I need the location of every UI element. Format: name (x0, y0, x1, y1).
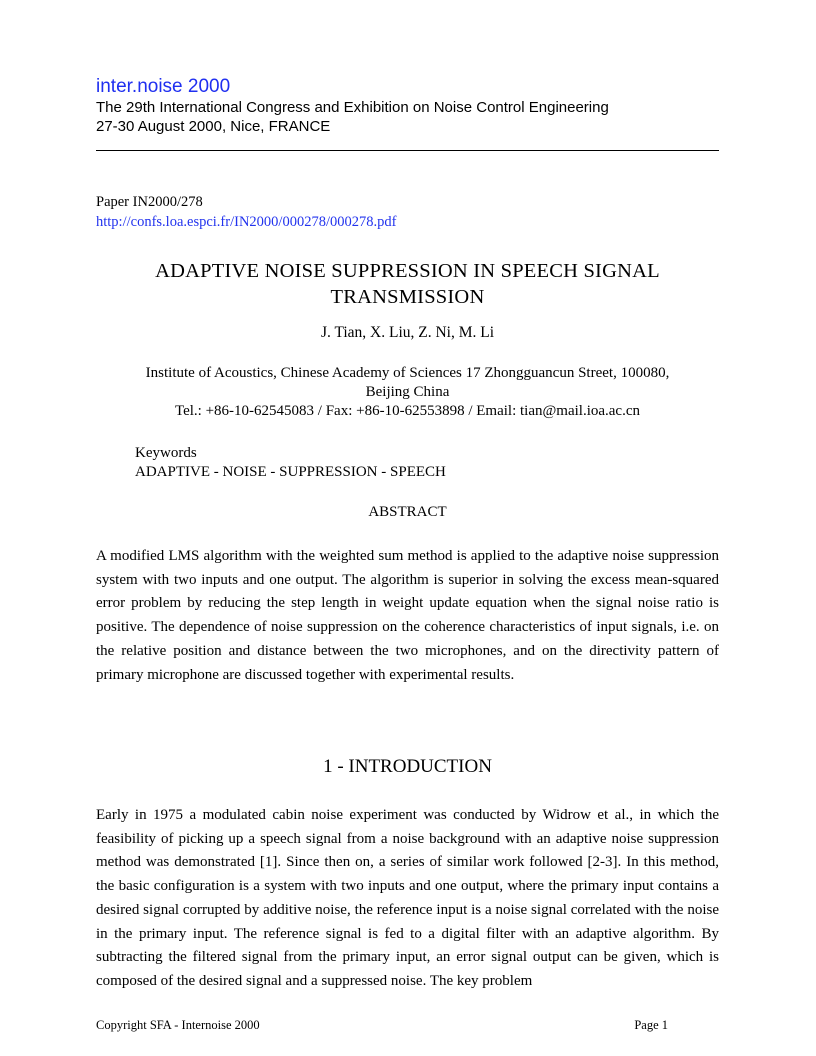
paper-reference (96, 192, 396, 232)
paper-title-line2: TRANSMISSION (330, 286, 485, 308)
conference-name: inter.noise 2000 (96, 76, 231, 97)
paper-id: Paper IN2000/278 (96, 194, 203, 210)
introduction-text: Early in 1975 a modulated cabin noise experiment was conducted by Widrow et al., in which the feasibility of picking up a speech signal from a noise background with an adaptive noise suppression method was demonstrated [1]. Since then on, a series of similar work followed [2-3]. In this method, the basic configuration is a system with two inputs and one output, where the primary input contains a desired signal corrupted by additive noise, the reference input is a noise signal correlated with the noise in the primary input. The reference signal is fed to a digital filter with an adaptive algorithm. By subtracting the filtered signal from the primary input, an error signal output can be given, which is composed of the desired signal and a suppressed noise. The key problem (96, 807, 719, 989)
paper-title-line1: ADAPTIVE NOISE SUPPRESSION IN SPEECH SIGNAL (155, 260, 660, 282)
paper-authors: J. Tian, X. Liu, Z. Ni, M. Li (320, 324, 495, 341)
affiliation-contact: Tel.: +86-10-62545083 / Fax: +86-10-62553898 / Email: tian@mail.ioa.ac.cn (174, 403, 640, 419)
affiliation-line2: Beijing China (365, 384, 450, 400)
keywords-label: Keywords (135, 445, 197, 461)
affiliation-line1: Institute of Acoustics, Chinese Academy of Sciences 17 Zhongguancun Street, 100080, (145, 365, 670, 381)
footer-copyright: Copyright SFA - Internoise 2000 (96, 1018, 260, 1032)
paper-title (96, 258, 719, 310)
abstract-text: A modified LMS algorithm with the weighted sum method is applied to the adaptive noise suppression system with two inputs and one output. The algorithm is superior in solving the excess mean-squared error problem by reducing the step length in weight update equation when the signal noise ratio is positive. The dependence of noise suppression on the coherence characteristics of input signals, i.e. on the relative position and distance between the two microphones, and on the directivity pattern of primary microphone are discussed together with experimental results. (96, 548, 719, 683)
abstract-heading: ABSTRACT (368, 504, 447, 520)
footer-page-number: Page 1 (634, 1018, 668, 1032)
header-divider (96, 150, 719, 151)
conference-title: The 29th International Congress and Exhibition on Noise Control Engineering (96, 99, 609, 116)
conference-header (96, 76, 719, 136)
paper-url-link[interactable]: http://confs.loa.espci.fr/IN2000/000278/000278.pdf (96, 214, 397, 230)
keywords-value: ADAPTIVE - NOISE - SUPPRESSION - SPEECH (135, 464, 446, 480)
conference-date-location: 27-30 August 2000, Nice, FRANCE (96, 118, 331, 135)
author-affiliation (96, 364, 719, 421)
keywords-block (135, 444, 446, 482)
introduction-heading: 1 - INTRODUCTION (323, 756, 492, 777)
